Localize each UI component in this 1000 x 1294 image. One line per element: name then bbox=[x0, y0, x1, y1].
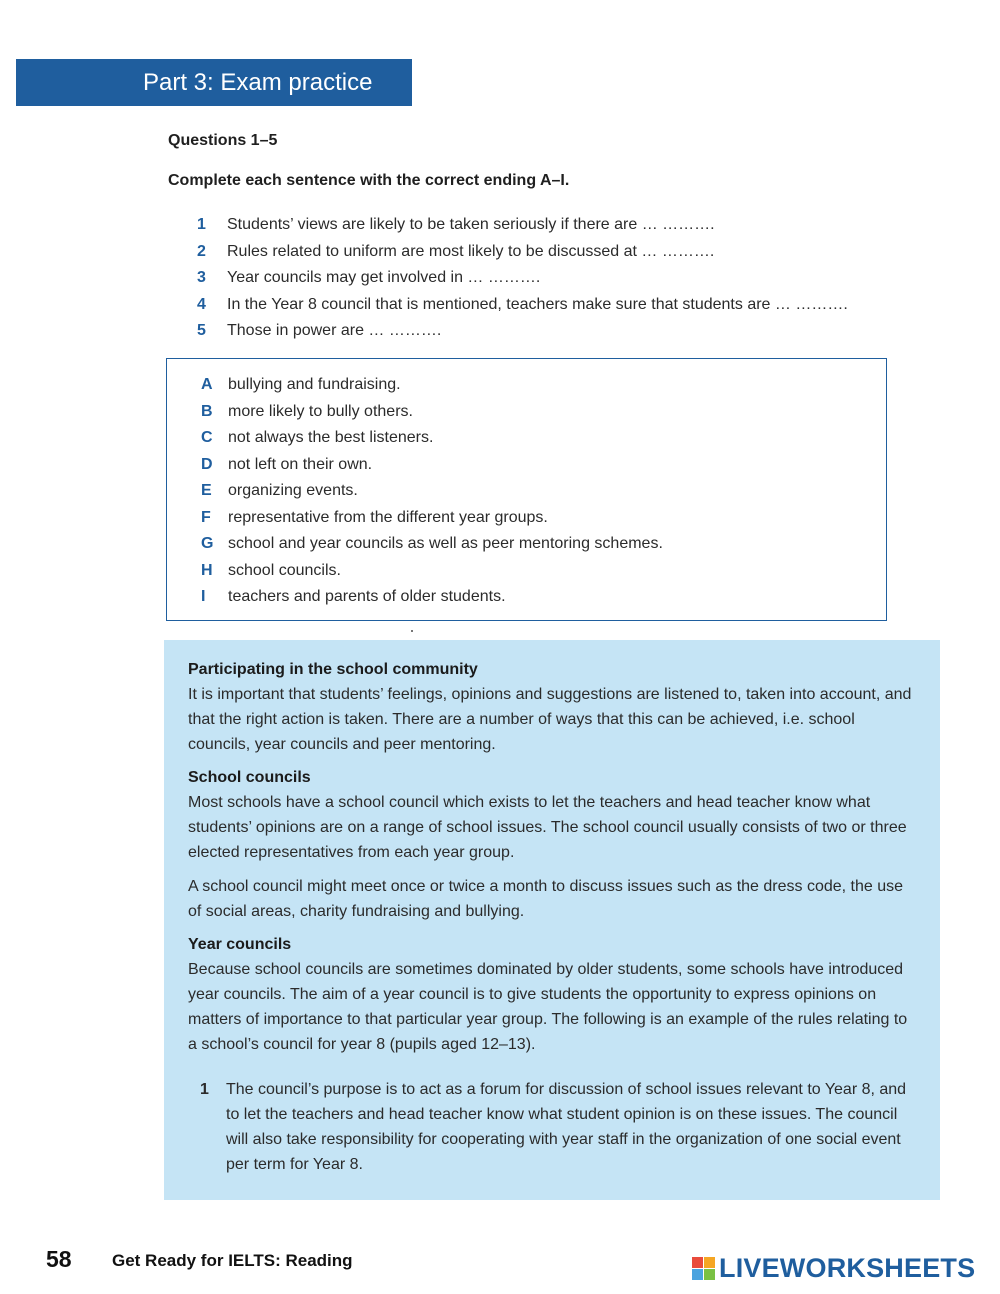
question-item bbox=[197, 319, 957, 346]
ending-letter: E bbox=[201, 482, 212, 499]
liveworksheets-logo[interactable] bbox=[692, 1253, 975, 1284]
logo-grid-icon bbox=[692, 1257, 715, 1280]
ending-item bbox=[201, 506, 861, 533]
ending-letter: D bbox=[201, 455, 213, 473]
paragraph: Because school councils are sometimes dominated by older students, some schools have introduced year councils. The aim of a year council is to give students the opportunity to express opinions on matters of importance to that particular year group. The following is an example of the rules relating to a school’s council for year 8 (pupils aged 12–13). bbox=[188, 961, 908, 1053]
paragraph: Most schools have a school council which exists to let the teachers and head teacher know what students’ opinions are on a range of school issues. The school council usually consists of two or three elected representatives from each year group. bbox=[188, 794, 907, 861]
ending-text: not always the best listeners. bbox=[228, 429, 434, 446]
ending-text: school and year councils as well as peer mentoring schemes. bbox=[228, 535, 663, 552]
ending-text: organizing events. bbox=[228, 482, 358, 499]
ending-item bbox=[201, 400, 861, 427]
ending-item bbox=[201, 373, 861, 400]
question-text: Students’ views are likely to be taken seriously if there are … ………. bbox=[227, 216, 715, 233]
ending-item bbox=[201, 532, 861, 559]
logo-square bbox=[704, 1257, 715, 1268]
instruction-text: Complete each sentence with the correct ending A–I. bbox=[168, 172, 570, 189]
rule-text: The council’s purpose is to act as a forum for discussion of school issues relevant to Year 8, and to let the teachers and head teacher know what student opinion is on these issues. The council will also take responsibility for cooperating with year staff in the organization of one social event per term for Year 8. bbox=[226, 1081, 907, 1173]
banner-title: Part 3: Exam practice bbox=[143, 69, 373, 96]
ending-item bbox=[201, 479, 861, 506]
question-number: 1 bbox=[197, 216, 206, 233]
question-item bbox=[197, 240, 957, 267]
ending-letter: A bbox=[201, 376, 213, 393]
ending-text: bullying and fundraising. bbox=[228, 376, 401, 393]
question-text: Rules related to uniform are most likely to be discussed at … ………. bbox=[227, 242, 715, 260]
ending-letter: C bbox=[201, 429, 213, 446]
ending-text: more likely to bully others. bbox=[228, 402, 413, 420]
ending-item bbox=[201, 453, 861, 480]
question-item bbox=[197, 213, 957, 240]
paragraph: A school council might meet once or twice a month to discuss issues such as the dress code, the use of social areas, charity fundraising and bullying. bbox=[188, 878, 904, 920]
page-number: 58 bbox=[46, 1246, 72, 1272]
ending-item bbox=[201, 426, 861, 453]
logo-square bbox=[692, 1257, 703, 1268]
ending-letter: H bbox=[201, 561, 213, 579]
section-title: Participating in the school community bbox=[188, 661, 478, 678]
question-number: 5 bbox=[197, 322, 206, 339]
ending-text: teachers and parents of older students. bbox=[228, 588, 506, 605]
ending-item bbox=[201, 559, 861, 586]
logo-text: LIVEWORKSHEETS bbox=[719, 1253, 976, 1283]
ending-text: school councils. bbox=[228, 561, 341, 579]
section-title: Year councils bbox=[188, 936, 292, 953]
ending-letter: I bbox=[201, 588, 206, 605]
rule-number: 1 bbox=[200, 1081, 209, 1098]
book-title: Get Ready for IELTS: Reading bbox=[112, 1251, 353, 1270]
endings-box bbox=[166, 358, 887, 621]
question-text: Year councils may get involved in … ………. bbox=[227, 269, 541, 286]
section-banner bbox=[16, 59, 412, 106]
ending-letter: F bbox=[201, 508, 211, 526]
question-item bbox=[197, 266, 957, 293]
ending-item bbox=[201, 585, 861, 612]
ending-text: not left on their own. bbox=[228, 455, 373, 473]
ending-letter: B bbox=[201, 402, 213, 420]
section-title: School councils bbox=[188, 769, 311, 786]
ending-letter: G bbox=[201, 535, 214, 552]
question-list bbox=[197, 213, 957, 346]
stray-dot bbox=[411, 630, 413, 632]
question-number: 3 bbox=[197, 269, 206, 286]
ending-text: representative from the different year groups. bbox=[228, 508, 548, 526]
question-number: 2 bbox=[197, 242, 206, 260]
question-item bbox=[197, 293, 957, 320]
question-text: In the Year 8 council that is mentioned, teachers make sure that students are … ………. bbox=[227, 295, 848, 313]
rule-item bbox=[188, 1077, 920, 1177]
question-text: Those in power are … ………. bbox=[227, 322, 442, 339]
endings-list bbox=[201, 373, 861, 612]
paragraph: It is important that students’ feelings, opinions and suggestions are listened to, taken into account, and that the right action is taken. There are a number of ways that this can be achieved, i.e. school councils, year councils and peer mentoring. bbox=[188, 686, 912, 753]
questions-heading: Questions 1–5 bbox=[168, 132, 278, 149]
question-number: 4 bbox=[197, 295, 206, 313]
reading-passage bbox=[164, 640, 940, 1200]
logo-square bbox=[704, 1269, 715, 1280]
logo-square bbox=[692, 1269, 703, 1280]
